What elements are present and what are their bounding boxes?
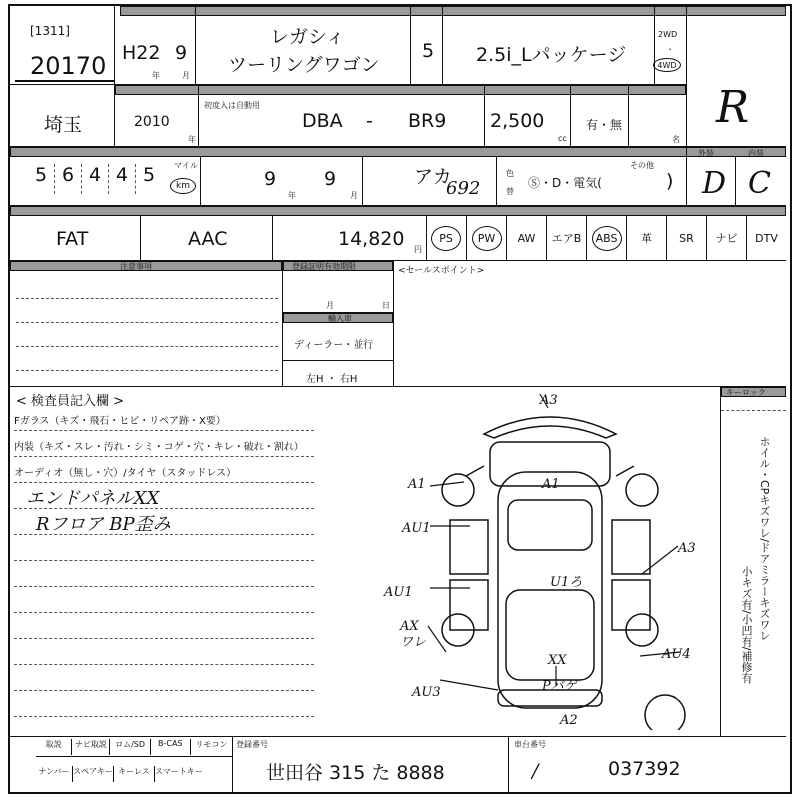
import-type: ディーラー・並行 (294, 340, 374, 351)
turbo-option: 有・無 (586, 118, 623, 132)
right-panel-col2: 小キズ有/小凹有/補修有 (740, 566, 753, 684)
option-label: ナビ (715, 232, 738, 245)
sales-point-header: <セールスポイント> (398, 266, 485, 276)
mark-r: R (716, 82, 750, 133)
diag-label-a3-right: A3 (678, 541, 696, 556)
transmission: FAT (56, 228, 89, 250)
auction-sheet: [1311] 20170 H22 9 年 月 レガシィ ツーリングワゴン 5 2.5i_Lパッケージ 2WD ・ 4WD R 埼玉 2010 年 初度入は自動用 DBA - BR9 2,500 cc 有・無 名 外装 内装 5 6 4 4 5 マイル km 9 年 9 月 アカ 692 色 替 Ⓢ・D・電気( その他 ) D C FAT AAC 14,820 円 PS PW AW エアB ABS 革 SR ナビ DTV 注意事項 登録証明有効期限 月 日 輸入車 ディーラー・並行 左H ・ 右H <セールスポイント> < 検査員記入欄 > Fガラス（キズ・飛石・ヒビ・リペア跡・X要） 内装（キズ・スレ・汚れ・シミ・コゲ・穴・キレ・破れ・割れ） オーディオ（無し・穴）/タイヤ（スタッドレス） エンドパネルXX Rフロア BP歪み A3 A1 A1 AU1 AU1 A3 U1ろ AX ワレ AU4 XX Pバゲ AU3 A2 キーロック ホイル・CPキズワレ/ドアミラーキズワレ 小キズ有/小凹有/補修有 取説 ナビ取説 ロム/SD B-CAS リモコン ナンバー スペアキー キーレス スマートキー 登録番号 世田谷 315 た 8888 車台番号 / 037392 (8, 4, 792, 794)
drive-2wd: 2WD (658, 30, 678, 39)
footer-items-row1: 取説 ナビ取説 ロム/SD B-CAS リモコン (36, 739, 232, 755)
diag-label-p: Pバゲ (542, 679, 577, 694)
chassis-number: 037392 (608, 758, 681, 780)
displacement: 2,500 (490, 110, 545, 132)
inspection-month: 9 (264, 168, 277, 190)
option-label: DTV (755, 231, 778, 245)
doors: 5 (422, 40, 435, 62)
diag-label-a2: A2 (560, 713, 578, 728)
chassis: BR9 (408, 110, 447, 132)
option-label: SR (679, 231, 694, 245)
right-panel-col1: ホイル・CPキズワレ/ドアミラーキズワレ (758, 436, 771, 642)
option-6 (666, 216, 706, 260)
color: アカ (414, 166, 452, 188)
diag-label-au1-b: AU1 (384, 585, 413, 600)
equipment-options (426, 216, 786, 260)
first-reg-year: 2010 (134, 114, 170, 130)
option-4 (586, 216, 626, 260)
year-month: 9 (175, 42, 188, 64)
option-0 (426, 216, 466, 260)
diag-label-crack: ワレ (400, 635, 427, 650)
inspector-line1: Fガラス（キズ・飛石・ヒビ・リペア跡・X要） (14, 416, 226, 427)
diag-label-xx: XX (548, 653, 567, 668)
option-3 (546, 216, 586, 260)
footer-items-row2: ナンバー スペアキー キーレス スマートキー (36, 766, 232, 782)
option-2 (506, 216, 546, 260)
option-label: エアB (551, 232, 582, 245)
caution-header: 注意事項 (120, 262, 152, 271)
model-line2: ツーリングワゴン (228, 54, 380, 76)
option-7 (706, 216, 746, 260)
diag-label-au3: AU3 (412, 685, 441, 700)
handwritten-note1: エンドパネルXX (26, 488, 160, 509)
region: 埼玉 (44, 114, 83, 136)
inspector-line3: オーディオ（無し・穴）/タイヤ（スタッドレス） (14, 468, 237, 479)
steering-side: 左H ・ 右H (306, 374, 358, 385)
key-lock-header: キーロック (726, 388, 766, 397)
grade: 2.5i_Lパッケージ (476, 44, 627, 66)
car-damage-diagram (380, 390, 720, 730)
option-label: 革 (641, 232, 652, 245)
inspection-day: 9 (324, 168, 337, 190)
option-label: ABS (592, 226, 622, 251)
option-5 (626, 216, 666, 260)
lot-small: [1311] (30, 24, 70, 38)
option-label: PW (472, 226, 502, 251)
diag-label-ax: AX (400, 619, 419, 634)
diag-label-a1-roof: A1 (542, 477, 560, 492)
interior-grade: C (748, 166, 771, 201)
inspector-line2: 内装（キズ・スレ・汚れ・シミ・コゲ・穴・キレ・破れ・割れ） (14, 442, 304, 453)
mileage-unit: km (170, 178, 196, 194)
diag-label-au4: AU4 (662, 647, 691, 662)
prefix: DBA (302, 110, 343, 132)
option-label: PS (431, 226, 461, 251)
diag-label-a1-left: A1 (408, 477, 426, 492)
exterior-grade: D (702, 166, 727, 201)
recycle-fee: 14,820 (338, 228, 405, 250)
model-line1: レガシィ (270, 26, 345, 48)
aircon: AAC (188, 228, 228, 250)
handwritten-note2: Rフロア BP歪み (36, 514, 171, 535)
mileage: 5 6 4 4 5 (28, 164, 168, 194)
diag-label-a3-top: A3 (540, 393, 558, 408)
plate-number: 世田谷 315 た 8888 (266, 762, 445, 784)
option-1 (466, 216, 506, 260)
inspector-title: < 検査員記入欄 > (16, 394, 125, 409)
diag-label-u1: U1ろ (550, 575, 583, 590)
diag-label-au1-a: AU1 (402, 521, 431, 536)
year-era: H22 (122, 42, 161, 64)
color-code: 692 (446, 178, 481, 199)
drive-4wd: 4WD (653, 58, 681, 72)
option-8 (746, 216, 786, 260)
expiry-header: 登録証明有効期限 (292, 262, 356, 271)
option-label: AW (517, 231, 536, 245)
lot-number: 20170 (30, 52, 107, 80)
shift-options: Ⓢ・D・電気( (528, 176, 602, 190)
